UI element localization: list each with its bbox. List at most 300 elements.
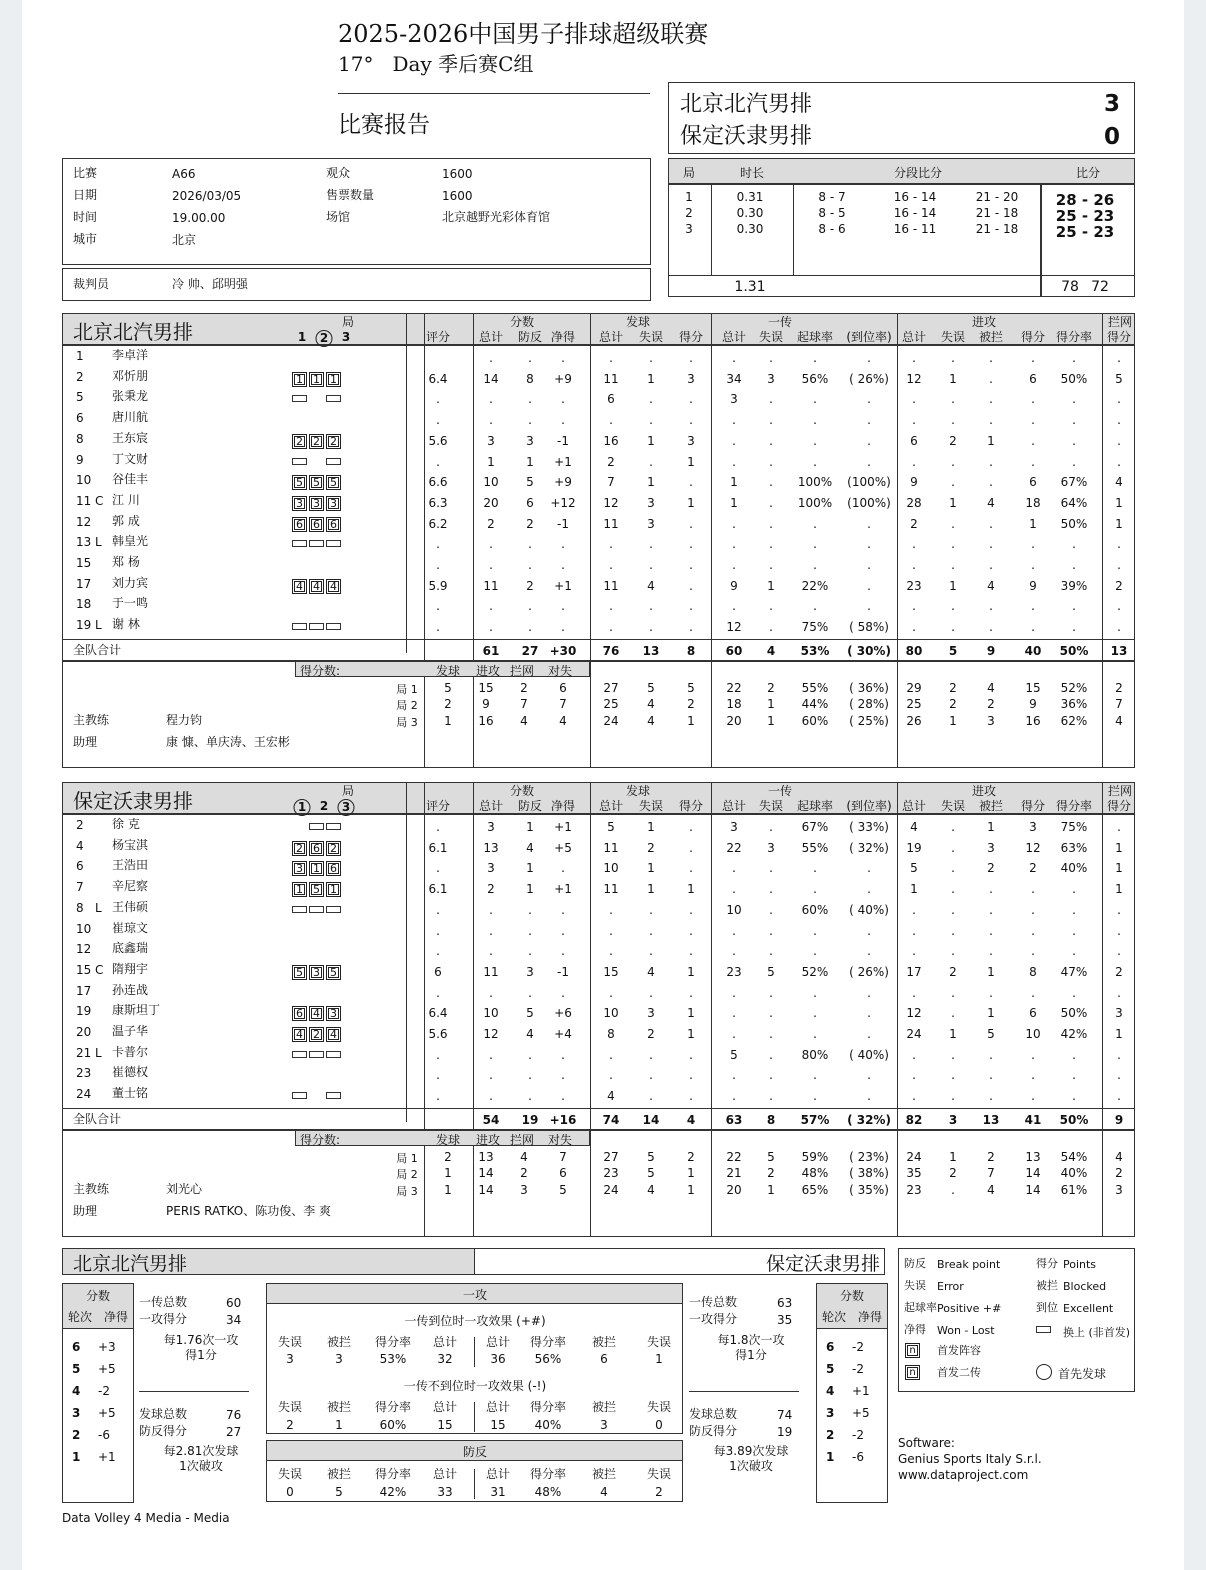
by-set-score: 2 — [520, 680, 528, 695]
stat-cell: . — [1031, 985, 1035, 1000]
stat-cell: . — [769, 985, 773, 1000]
stat-cell: . — [1072, 433, 1076, 448]
total-rule — [62, 639, 1135, 640]
stat-cell: . — [989, 1068, 993, 1083]
stat-cell: . — [1072, 985, 1076, 1000]
stat-cell: . — [813, 1027, 817, 1041]
stat-cell: . — [1072, 902, 1076, 917]
col-head: 被拦 — [326, 1467, 352, 1481]
stat-cell: . — [489, 413, 493, 428]
stat-cell: ( 26%) — [849, 371, 889, 386]
stat-cell: 80% — [801, 1047, 829, 1062]
team-total-cell: 53% — [800, 643, 830, 658]
player-name: 底鑫瑞 — [112, 941, 149, 956]
rot-rule — [62, 1328, 134, 1329]
team-total-cell: 63 — [725, 1112, 743, 1127]
team-total-cell: 8 — [766, 1112, 776, 1127]
stat-cell: 5 — [987, 1027, 995, 1041]
starting-positions — [292, 982, 343, 999]
col-label-pos: 起球率 — [796, 330, 834, 344]
break-points-label: 防反得分 — [139, 1424, 188, 1438]
stat-cell: . — [867, 351, 871, 365]
stat-cell: 23 — [726, 964, 742, 979]
team-total-cell: 3 — [948, 1112, 958, 1127]
stat-cell: 4 — [647, 964, 655, 979]
coach-label: 主教练 — [73, 1181, 110, 1196]
set-head-3: 3 — [341, 330, 351, 344]
stat-cell: . — [1117, 351, 1121, 365]
stat-cell: . — [436, 620, 440, 635]
stat-cell: ( 32%) — [849, 840, 889, 855]
player-name: 孙连战 — [112, 982, 149, 997]
col-label-pts: 得分 — [678, 799, 704, 813]
col-label-tot: 总计 — [598, 330, 624, 344]
col-label-pct: 得分率 — [1055, 330, 1093, 344]
serve-ratio: 每2.81次发球 — [163, 1444, 239, 1458]
stat-cell: . — [436, 985, 440, 1000]
sets-head-partials: 分段比分 — [893, 166, 943, 180]
team-total-cell: 57% — [800, 1112, 830, 1127]
legend-label: 净得 — [904, 1323, 926, 1336]
by-set-cell: 18 — [726, 697, 742, 712]
col-head: 失误 — [646, 1400, 672, 1414]
by-set-score: 1 — [444, 1182, 452, 1197]
col-head: 得分率 — [529, 1467, 567, 1481]
stat-cell: 2 — [487, 516, 495, 531]
stat-cell: . — [489, 944, 493, 959]
serve-ratio: 每3.89次发球 — [713, 1444, 789, 1458]
serve-ratio-2: 1次破攻 — [179, 1459, 223, 1473]
stat-cell: 1 — [910, 882, 918, 897]
stat-cell: . — [813, 861, 817, 876]
stat-cell: . — [1072, 1068, 1076, 1083]
stat-cell: . — [689, 820, 693, 834]
stat-cell: . — [1031, 413, 1035, 428]
match-info-box — [62, 158, 651, 265]
set-partial-16: 16 - 14 — [893, 190, 937, 204]
stat-cell: 8 — [1029, 964, 1037, 979]
stat-cell: 47% — [1060, 964, 1088, 979]
by-set-cell: 16 — [1025, 713, 1041, 728]
stat-cell: . — [689, 923, 693, 938]
away-value: 31 — [490, 1485, 506, 1499]
stat-cell: 1 — [687, 495, 695, 510]
start-position: 5 — [309, 475, 324, 490]
stat-cell: . — [732, 537, 736, 552]
legend-label: 得分 — [1036, 1257, 1058, 1270]
col-label-vote: 评分 — [425, 799, 451, 813]
stat-cell: . — [649, 599, 653, 614]
stat-cell: . — [1031, 944, 1035, 959]
by-set-cell: 2 — [687, 697, 695, 712]
stat-cell: . — [813, 392, 817, 407]
stat-cell: . — [951, 1089, 955, 1104]
stat-cell: . — [1117, 599, 1121, 614]
starter-icon: n — [905, 1343, 920, 1358]
stat-cell: . — [561, 599, 565, 614]
legend-desc: 换上 (非首发) — [1063, 1326, 1131, 1339]
net-label: 净得 — [103, 1310, 129, 1324]
by-set-cell: 35 — [906, 1166, 922, 1181]
player-name: 康斯坦丁 — [112, 1003, 161, 1018]
stat-cell: 8 — [607, 1027, 615, 1041]
stat-cell: 1 — [687, 882, 695, 897]
team-total-cell: ( 30%) — [847, 643, 891, 658]
stat-cell: 67% — [1060, 475, 1088, 490]
rotation-net: +1 — [98, 1450, 116, 1464]
stat-cell: . — [769, 516, 773, 531]
rotation-head: 分数 — [85, 1289, 111, 1303]
serve-total-label: 发球总数 — [139, 1407, 188, 1421]
col-head: 总计 — [432, 1335, 458, 1349]
stat-cell: 10 — [483, 475, 499, 490]
team-total-cell: 50% — [1059, 643, 1089, 658]
player-name: 郭 成 — [112, 513, 140, 528]
score-by-col: 进攻 — [475, 1132, 501, 1147]
stat-cell: . — [867, 944, 871, 959]
by-set-cell: 59% — [801, 1149, 829, 1164]
player-number: 17 — [76, 983, 92, 998]
stat-cell: . — [989, 882, 993, 897]
starting-positions — [292, 1002, 343, 1019]
stat-cell: 63% — [1060, 840, 1088, 855]
stat-cell: 3 — [487, 861, 495, 876]
stat-cell: . — [1031, 351, 1035, 365]
stat-cell: 1 — [1115, 840, 1123, 855]
stat-cell: 1 — [647, 433, 655, 448]
stat-cell: 2 — [910, 516, 918, 531]
first-attack-total: 60 — [226, 1296, 242, 1310]
stat-cell: . — [989, 371, 993, 386]
stat-cell: . — [609, 558, 613, 572]
stat-cell: . — [912, 923, 916, 938]
stat-cell: 3 — [647, 1006, 655, 1021]
stat-cell: . — [951, 475, 955, 490]
player-role: L — [95, 900, 102, 915]
stat-cell: . — [912, 902, 916, 917]
first-serve-icon — [1036, 1364, 1052, 1380]
col-label-tot: 总计 — [721, 330, 747, 344]
away-value: 6 — [600, 1352, 608, 1366]
by-set-cell: 1 — [687, 1182, 695, 1197]
stat-cell: . — [1031, 599, 1035, 614]
set-duration: 0.31 — [736, 190, 764, 204]
col-divider — [897, 782, 898, 1237]
stat-cell: ( 58%) — [849, 620, 889, 635]
home-value: 3 — [286, 1352, 294, 1366]
stat-cell: . — [528, 620, 532, 635]
stat-cell: . — [769, 392, 773, 407]
start-position: 1 — [309, 861, 324, 876]
legend-desc: Points — [1063, 1258, 1097, 1271]
stat-cell: . — [1031, 923, 1035, 938]
stat-cell: . — [436, 923, 440, 938]
score-by-col: 拦网 — [509, 663, 535, 678]
bench-marker — [326, 906, 341, 913]
starting-positions — [292, 1085, 343, 1102]
team-total-cell: 4 — [686, 1112, 696, 1127]
stat-cell: . — [489, 1068, 493, 1083]
stat-cell: . — [989, 558, 993, 572]
stat-cell: . — [689, 516, 693, 531]
set-head-2: 2 — [316, 330, 333, 347]
stat-cell: . — [867, 1089, 871, 1104]
stat-cell: 2 — [949, 964, 957, 979]
legend-desc: Won - Lost — [937, 1324, 995, 1337]
stat-cell: . — [649, 944, 653, 959]
home-value: 15 — [437, 1418, 453, 1432]
set-partial-16: 16 - 14 — [893, 206, 937, 220]
by-set-cell: 2 — [949, 1166, 957, 1181]
stat-cell: 1 — [949, 578, 957, 593]
by-set-cell: 9 — [1029, 697, 1037, 712]
col-label-tot: 总计 — [721, 799, 747, 813]
stat-cell: . — [609, 537, 613, 552]
stat-cell: 1 — [647, 820, 655, 834]
team-total-cell: +16 — [549, 1112, 577, 1127]
stat-cell: . — [769, 495, 773, 510]
bench-marker — [309, 623, 324, 630]
away-team-title: 保定沃隶男排 — [73, 789, 193, 813]
stat-cell: . — [649, 985, 653, 1000]
start-position: 5 — [292, 965, 307, 980]
stat-cell: 1 — [987, 820, 995, 834]
by-set-cell: 24 — [603, 713, 619, 728]
set-partial-8: 8 - 5 — [818, 206, 846, 220]
start-position: 4 — [309, 1006, 324, 1021]
stat-cell: . — [989, 985, 993, 1000]
by-set-cell: 4 — [987, 1182, 995, 1197]
player-name: 张秉龙 — [112, 389, 149, 404]
stat-cell: 6 — [607, 392, 615, 407]
stat-cell: . — [769, 558, 773, 572]
home-value: 33 — [437, 1485, 453, 1499]
first-attack-points: 35 — [777, 1313, 793, 1327]
stat-cell: . — [689, 351, 693, 365]
bench-marker — [309, 540, 324, 547]
stat-cell: . — [989, 351, 993, 365]
stat-cell: . — [813, 537, 817, 552]
start-position: 5 — [326, 475, 341, 490]
stat-cell: 67% — [801, 820, 829, 834]
rotation-number: 1 — [826, 1450, 835, 1464]
stat-cell: . — [609, 944, 613, 959]
by-set-score: 2 — [520, 1166, 528, 1181]
time-label: 时间 — [73, 210, 98, 224]
col-label-exc: (到位率) — [846, 799, 892, 813]
first-attack-head: 一攻 — [462, 1288, 488, 1302]
col-label-tot: 总计 — [478, 330, 504, 344]
set-partial-21: 21 - 20 — [975, 190, 1019, 204]
by-set-cell: 2 — [949, 697, 957, 712]
stat-cell: . — [989, 454, 993, 469]
by-set-cell: 7 — [1115, 697, 1123, 712]
by-set-cell: 2 — [949, 680, 957, 695]
player-number: 20 — [76, 1025, 92, 1039]
col-head: 被拦 — [591, 1400, 617, 1414]
stat-cell: 11 — [603, 516, 619, 531]
stat-cell: 1 — [647, 861, 655, 876]
stat-cell: . — [609, 599, 613, 614]
match-code: A66 — [172, 167, 196, 181]
stat-cell: . — [1072, 882, 1076, 897]
first-attack-total-label: 一传总数 — [139, 1295, 188, 1309]
serve-group-label: 发球 — [625, 315, 651, 329]
player-number: 12 — [76, 942, 92, 957]
by-set-cell: 52% — [1060, 680, 1088, 695]
stat-cell: 1 — [987, 964, 995, 979]
stat-cell: . — [769, 1027, 773, 1041]
team-total-cell: 82 — [905, 1112, 923, 1127]
stat-cell: . — [769, 599, 773, 614]
by-set-cell: 29 — [906, 680, 922, 695]
stat-cell: . — [609, 413, 613, 428]
stat-cell: 2 — [487, 882, 495, 897]
legend-label: 到位 — [1036, 1301, 1058, 1314]
stat-cell: 12 — [906, 1006, 922, 1021]
score-by-label: 得分数: — [300, 1132, 341, 1147]
stat-cell: +1 — [554, 454, 572, 469]
stat-cell: . — [867, 413, 871, 428]
by-set-cell: 23 — [603, 1166, 619, 1181]
col-label-pos: 起球率 — [796, 799, 834, 813]
stat-cell: . — [732, 985, 736, 1000]
set-head-1: 1 — [297, 330, 307, 344]
stat-cell: . — [1117, 923, 1121, 938]
player-name: 谷佳丰 — [112, 472, 149, 487]
stat-cell: 6.4 — [428, 371, 448, 386]
stat-cell: 3 — [730, 820, 738, 834]
stat-cell: . — [989, 1089, 993, 1104]
assistants: 康 慷、单庆涛、王宏彬 — [166, 734, 290, 749]
by-set-cell: 5 — [767, 1149, 775, 1164]
stat-cell: 12 — [1025, 840, 1041, 855]
col-divider — [711, 313, 712, 768]
stat-cell: . — [649, 1047, 653, 1062]
bottom-away-name: 保定沃隶男排 — [766, 1253, 881, 1275]
stat-cell: 11 — [603, 371, 619, 386]
serve-ratio-2: 1次破攻 — [729, 1459, 773, 1473]
software-url: www.dataproject.com — [898, 1468, 1029, 1482]
stat-cell: . — [1031, 1089, 1035, 1104]
starting-positions — [292, 492, 343, 509]
by-set-score: 3 — [520, 1182, 528, 1197]
stat-cell: . — [813, 413, 817, 428]
col-label-pts: 得分 — [678, 330, 704, 344]
away-value: 48% — [534, 1485, 562, 1499]
set-duration: 0.30 — [736, 222, 764, 236]
starting-positions — [292, 816, 343, 833]
stat-cell: . — [951, 413, 955, 428]
attack-group-label: 进攻 — [971, 784, 997, 798]
away-team-table — [62, 782, 1135, 1237]
stat-cell: . — [1117, 433, 1121, 448]
col-label-wl: 净得 — [550, 799, 576, 813]
stat-cell: . — [489, 1047, 493, 1062]
start-position: 1 — [326, 372, 341, 387]
col-head: 得分率 — [374, 1467, 412, 1481]
start-position: 2 — [326, 434, 341, 449]
stat-cell: . — [1072, 620, 1076, 635]
home-value: 3 — [335, 1352, 343, 1366]
stat-cell: . — [912, 985, 916, 1000]
by-set-cell: 22 — [726, 1149, 742, 1164]
stat-cell: . — [867, 882, 871, 897]
stat-cell: 56% — [801, 371, 829, 386]
stat-cell: . — [689, 861, 693, 876]
by-set-cell: 2 — [767, 1166, 775, 1181]
player-name: 李卓洋 — [112, 348, 149, 362]
away-value: 2 — [655, 1485, 663, 1499]
score-by-col: 发球 — [435, 663, 461, 678]
stat-cell: 10 — [483, 1006, 499, 1021]
col-head: 被拦 — [326, 1335, 352, 1349]
bench-marker — [292, 540, 307, 547]
stat-cell: . — [732, 454, 736, 469]
stat-cell: 6.1 — [428, 840, 448, 855]
col-label-tot: 总计 — [901, 330, 927, 344]
stat-cell: . — [436, 861, 440, 876]
rotation-label: 轮次 — [67, 1310, 93, 1324]
col-divider — [406, 782, 407, 1122]
setter-icon: n — [905, 1365, 920, 1380]
stat-cell: . — [1031, 537, 1035, 552]
stat-cell: 1 — [730, 495, 738, 510]
stat-cell: . — [912, 392, 916, 407]
start-position: 6 — [292, 517, 307, 532]
by-set-cell: 5 — [647, 680, 655, 695]
player-name: 刘力宾 — [112, 575, 149, 590]
col-head: 失误 — [277, 1467, 303, 1481]
starting-positions — [292, 857, 343, 874]
player-name: 辛尼察 — [112, 879, 149, 894]
stat-cell: . — [989, 1047, 993, 1062]
by-set-cell: 20 — [726, 713, 742, 728]
stat-cell: 2 — [987, 861, 995, 876]
set-partial-8: 8 - 6 — [818, 222, 846, 236]
stat-cell: . — [561, 1047, 565, 1062]
stat-cell: 5.9 — [428, 578, 448, 593]
stat-cell: . — [1117, 537, 1121, 552]
col-label-err: 失误 — [758, 330, 784, 344]
col-label-tot: 总计 — [478, 799, 504, 813]
team-total-cell: 76 — [602, 643, 620, 658]
stat-cell: 15 — [603, 964, 619, 979]
stat-cell: 3 — [487, 433, 495, 448]
col-head: 总计 — [485, 1467, 511, 1481]
stat-cell: . — [528, 392, 532, 407]
stat-cell: 1 — [1115, 495, 1123, 510]
stat-cell: . — [813, 1068, 817, 1083]
home-value: 0 — [286, 1485, 294, 1499]
assistant-label: 助理 — [73, 734, 98, 749]
stat-cell: 1 — [526, 882, 534, 897]
stat-cell: . — [561, 861, 565, 876]
col-label-pct: 得分率 — [1055, 799, 1093, 813]
home-team-title: 北京北汽男排 — [73, 320, 193, 344]
player-role: L — [95, 535, 102, 550]
stat-cell: 2 — [647, 1027, 655, 1041]
report-label: 比赛报告 — [338, 112, 430, 138]
col-head: 总计 — [485, 1400, 511, 1414]
col-head: 失误 — [646, 1335, 672, 1349]
bench-marker — [326, 540, 341, 547]
player-name: 谢 林 — [112, 617, 140, 632]
team-total-cell: 54 — [482, 1112, 500, 1127]
negative-reception-head: 一传不到位时一攻效果 (-!) — [403, 1379, 547, 1393]
by-set-cell: 25 — [603, 697, 619, 712]
stat-cell: +9 — [554, 475, 572, 490]
